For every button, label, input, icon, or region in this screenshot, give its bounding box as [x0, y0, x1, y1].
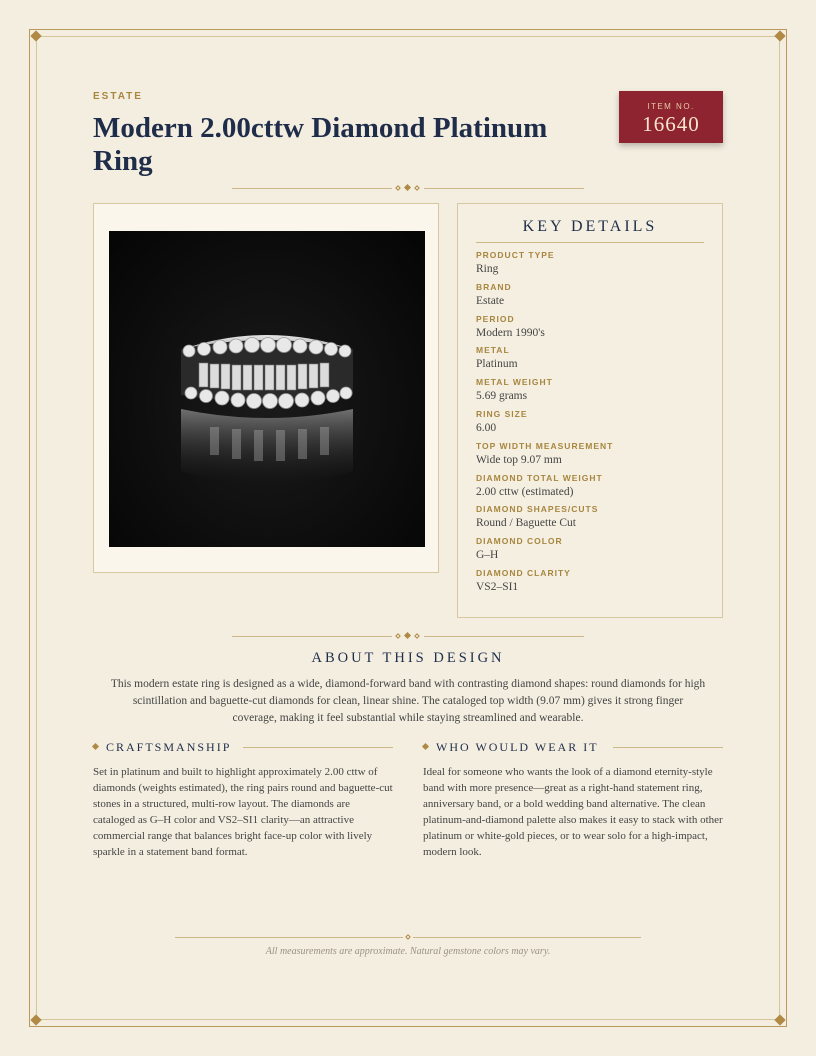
spec-value: 6.00 — [476, 421, 497, 434]
spec-list — [476, 250, 722, 600]
spec-metal-weight — [476, 377, 722, 409]
spec-value: Estate — [476, 294, 505, 307]
spec-value: Platinum — [476, 358, 518, 371]
who-text: Ideal for someone who wants the look of a diamond eternity-style band with more presence—great as a right-hand statement ring, anniversary band, or a bold wedding band alternative. The clean platinum-and-diamond palette also makes it easy to stack with other platinum or white-gold pieces, or to wear solo for a high-impact, modern look. — [423, 766, 723, 858]
spec-label: TOP WIDTH MEASUREMENT — [476, 440, 614, 451]
spec-diamond-color — [476, 536, 722, 568]
ornamental-divider — [232, 631, 584, 641]
spec-value: 2.00 cttw (estimated) — [476, 485, 574, 498]
spec-label: PERIOD — [476, 313, 515, 324]
spec-product-type — [476, 250, 722, 282]
ornamental-divider — [232, 183, 584, 193]
key-details-panel — [457, 203, 723, 618]
spec-value: Round / Baguette Cut — [476, 517, 576, 530]
spec-value: VS2–SI1 — [476, 580, 519, 593]
spec-value: Wide top 9.07 mm — [476, 453, 562, 466]
brand-eyebrow: ESTATE — [93, 91, 143, 102]
spec-diamond-clarity — [476, 568, 722, 600]
spec-value: G–H — [476, 549, 499, 562]
spec-value: 5.69 grams — [476, 390, 528, 403]
spec-label: METAL — [476, 345, 510, 356]
item-number: 16640 — [642, 112, 700, 136]
key-details-heading: KEY DETAILS — [522, 218, 658, 235]
spec-ring-size — [476, 409, 722, 441]
item-number-label: ITEM NO. — [647, 102, 695, 111]
spec-value: Ring — [476, 263, 499, 275]
who-would-wear-it-section — [423, 740, 723, 860]
spec-label: DIAMOND SHAPES/CUTS — [476, 504, 599, 515]
spec-label: BRAND — [476, 281, 512, 292]
footer-divider — [175, 932, 641, 942]
spec-label: DIAMOND TOTAL WEIGHT — [476, 472, 603, 483]
spec-period — [476, 314, 722, 346]
footer-note: All measurements are approximate. Natural gemstone colors may vary. — [265, 946, 551, 957]
details-divider — [476, 242, 704, 243]
spec-label: DIAMOND CLARITY — [476, 567, 571, 578]
item-number-badge — [619, 91, 723, 143]
section-heading — [423, 740, 723, 756]
craftsmanship-heading: CRAFTSMANSHIP — [106, 740, 239, 755]
spec-label: METAL WEIGHT — [476, 377, 553, 388]
about-heading: ABOUT THIS DESIGN — [311, 650, 505, 666]
page-title: Modern 2.00cttw Diamond Platinum Ring — [93, 112, 548, 177]
spec-label: PRODUCT TYPE — [476, 250, 555, 260]
craftsmanship-text: Set in platinum and built to highlight approximately 2.00 cttw of diamonds (weights estimated), the ring pairs round and baguette-cut stones in a structured, multi-row layout. The diamonds are cataloged as G–H color and VS2–SI1 clarity—an attractive commercial range that balances bright face-up color with lively sparkle in a statement band format. — [93, 766, 393, 858]
product-photo-card — [93, 203, 439, 573]
spec-metal — [476, 345, 722, 377]
spec-label: RING SIZE — [476, 408, 528, 419]
craftsmanship-section — [93, 740, 393, 860]
spec-value: Modern 1990's — [476, 326, 545, 339]
about-text: This modern estate ring is designed as a wide, diamond-forward band with contrasting diamond shapes: round diamonds for high scintillation and baguette-cut diamonds for clean, linear shine. The cataloged top width (9.07 mm) gives it strong finger coverage, making it feel substantial while staying streamlined and wearable. — [110, 678, 706, 724]
spec-top-width — [476, 441, 722, 473]
spec-label: DIAMOND COLOR — [476, 536, 563, 547]
who-heading: WHO WOULD WEAR IT — [436, 740, 607, 755]
section-heading — [93, 740, 393, 756]
ring-photo — [109, 231, 425, 547]
spec-brand — [476, 282, 722, 314]
spec-diamond-shapes — [476, 504, 722, 536]
diamond-bullet-icon — [422, 743, 429, 750]
diamond-bullet-icon — [92, 743, 99, 750]
spec-diamond-total-weight — [476, 473, 722, 505]
